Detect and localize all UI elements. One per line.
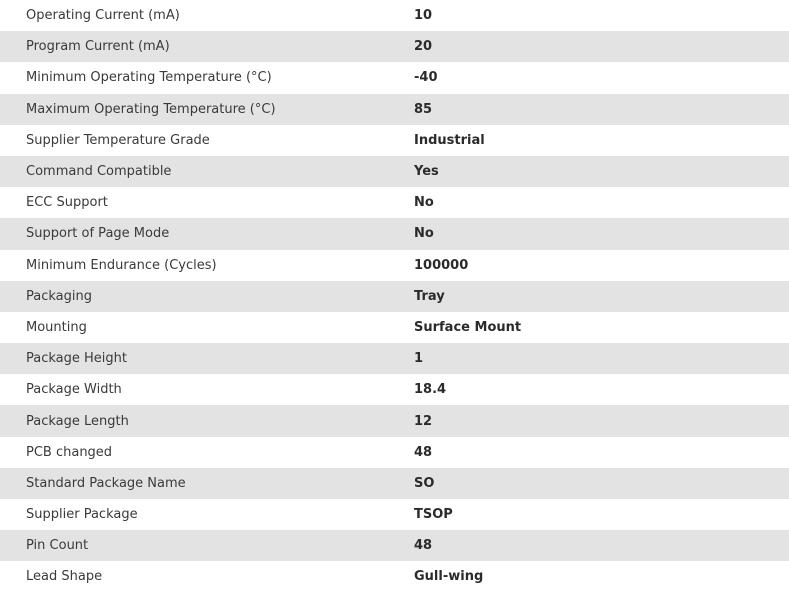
table-row [0,374,789,405]
spec-label: Command Compatible [0,156,414,187]
table-row [0,405,789,436]
spec-value: 12 [414,405,789,436]
spec-label: Package Height [0,343,414,374]
spec-label: ECC Support [26,195,108,211]
table-row [0,530,789,561]
spec-value: Surface Mount [414,319,522,335]
spec-label: Minimum Endurance (Cycles) [26,257,217,273]
spec-value: 10 [414,8,433,24]
spec-label: Operating Current (mA) [26,8,180,24]
spec-value: TSOP [414,507,453,523]
table-row [0,250,789,281]
table-row [0,125,789,156]
spec-label: Program Current (mA) [0,31,414,62]
spec-value: 20 [414,31,789,62]
table-row [0,437,789,468]
table-row [0,561,789,592]
spec-label: Mounting [26,319,87,335]
table-row [0,187,789,218]
spec-label: Supplier Temperature Grade [26,132,210,148]
spec-value: 18.4 [414,382,447,398]
spec-value: Tray [414,281,789,312]
table-row [0,218,789,249]
table-row [0,94,789,125]
spec-label: PCB changed [26,444,113,460]
spec-label: Package Length [0,405,414,436]
spec-value: SO [414,468,789,499]
spec-value: -40 [414,70,438,86]
table-row [0,281,789,312]
spec-label: Supplier Package [26,507,138,523]
table-row [0,468,789,499]
spec-value: Yes [414,156,789,187]
spec-value: 100000 [414,257,469,273]
spec-label: Standard Package Name [0,468,414,499]
table-row [0,156,789,187]
spec-label: Package Width [26,382,122,398]
table-row [0,499,789,530]
spec-label: Minimum Operating Temperature (°C) [26,70,272,86]
table-row [0,62,789,93]
spec-value: Industrial [414,132,485,148]
spec-label: Packaging [0,281,414,312]
spec-value: No [414,195,434,211]
table-row [0,31,789,62]
spec-value: 48 [414,444,433,460]
table-row [0,343,789,374]
spec-value: Gull-wing [414,569,484,585]
spec-value: 48 [414,530,789,561]
table-row [0,0,789,31]
spec-value: 1 [414,343,789,374]
table-row [0,312,789,343]
spec-value: No [414,218,789,249]
spec-label: Lead Shape [26,569,103,585]
spec-label: Pin Count [0,530,414,561]
spec-value: 85 [414,94,789,125]
spec-label: Support of Page Mode [0,218,414,249]
spec-label: Maximum Operating Temperature (°C) [0,94,414,125]
